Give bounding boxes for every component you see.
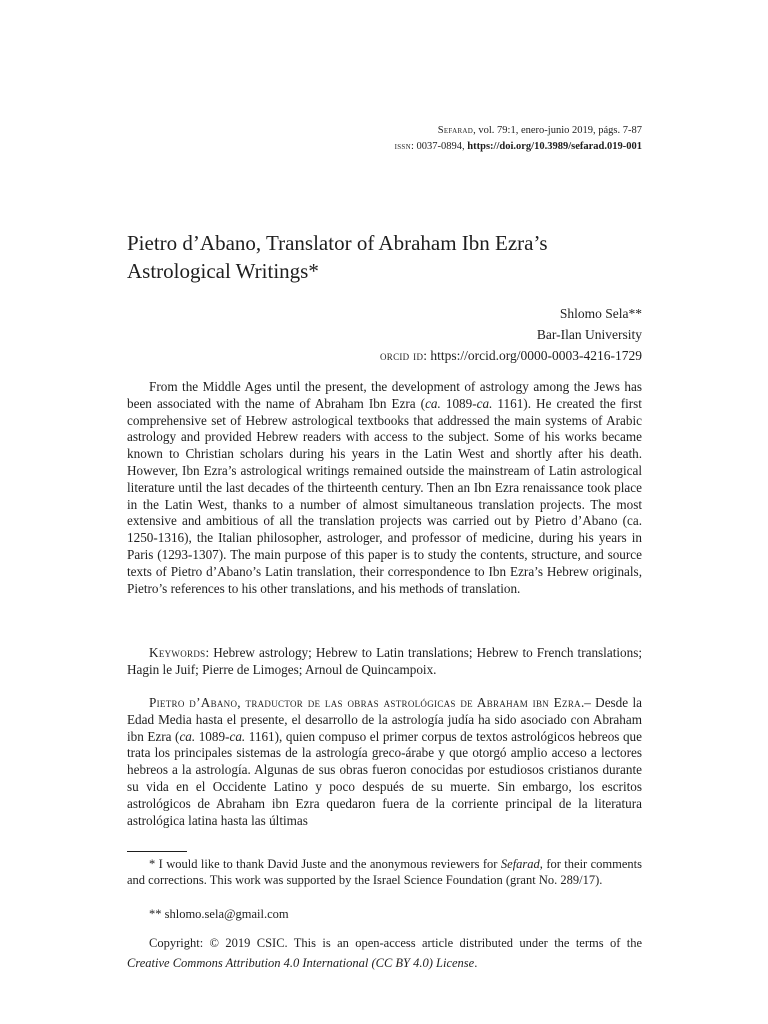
abstract-text-2: 1089-: [440, 395, 477, 411]
issn-label: issn: [394, 141, 411, 152]
copyright-notice: [127, 933, 642, 973]
article-title: [127, 229, 642, 285]
issn-doi-line: [127, 139, 642, 155]
author-affiliation: Bar-Ilan University: [536, 327, 642, 342]
keywords-text: : Hebrew astrology; Hebrew to Latin translations; Hebrew to French translations; Hagin le Juif; Pierre de Limoges; Arnoul de Quincampoix.: [127, 645, 642, 677]
footnote-rule: [127, 851, 187, 852]
spanish-text-2: 1089-: [195, 728, 230, 744]
keywords-label: Keywords: [149, 645, 206, 660]
keywords: [127, 645, 642, 679]
author-name: Shlomo Sela**: [559, 306, 642, 321]
citation-line: [127, 123, 642, 139]
author-block: [127, 303, 642, 366]
copyright-text: Copyright: © 2019 CSIC. This is an open-access article distributed under the terms of the: [149, 936, 642, 950]
journal-name: Sefarad: [437, 125, 474, 136]
copyright-end: .: [474, 956, 478, 970]
title-line-2: Astrological Writings*: [127, 259, 319, 283]
spanish-abstract-heading: Pietro d’Abano, traductor de las obras astrológicas de Abraham ibn Ezra: [149, 695, 581, 710]
orcid-link[interactable]: : https://orcid.org/0000-0003-4216-1729: [423, 348, 642, 363]
abstract-text-1: From the Middle Ages until the present, the development of astrology among the Jews has been associated with the name of Abraham Ibn Ezra (: [127, 379, 642, 411]
abstract-ca-2: ca.: [476, 395, 493, 411]
issn-value: : 0037-0894,: [410, 141, 468, 152]
spanish-abstract-dash: .–: [580, 695, 596, 710]
running-head: [127, 123, 642, 155]
title-line-1: Pietro d’Abano, Translator of Abraham Ibn Ezra’s: [127, 231, 548, 255]
abstract-ca-1: ca.: [425, 395, 441, 411]
spanish-text-1: Desde la Edad Media hasta el presente, el desarrollo de la astrología judía ha sido asociado con Abraham ibn Ezra (: [127, 695, 642, 744]
footnote-1-journal: Sefarad: [500, 857, 540, 871]
footnote-2[interactable]: ** shlomo.sela@gmail.com: [149, 907, 289, 921]
orcid-label: orcid id: [379, 348, 424, 363]
spanish-abstract: [127, 695, 642, 829]
spanish-text-3: 1161), quien compuso el primer corpus de textos astrológicos hebreos que trata los principales sistemas de la astrología greco-árabe y que otorgó amplio acceso a lectores hebreos a la astrología. Algunas de sus obras fueron conocidas por estudiosos cristianos durante su vida en el Occidente Latino y poco después de su muerte. Sin embargo, los escritos astrológicos de Abraham ibn Ezra quedaron fuera de la corriente principal de la literatura astrológica latina hasta las últimas: [127, 728, 642, 828]
footnote-1: [127, 856, 642, 888]
orcid-line: [127, 345, 642, 366]
footnote-1-text-a: * I would like to thank David Juste and the anonymous reviewers for: [149, 857, 501, 871]
license-link[interactable]: Creative Commons Attribution 4.0 International (CC BY 4.0) License: [127, 956, 475, 970]
doi-link[interactable]: https://doi.org/10.3989/sefarad.019-001: [467, 141, 642, 152]
citation-details: , vol. 79:1, enero-junio 2019, págs. 7-87: [473, 125, 642, 136]
abstract: [127, 379, 642, 597]
spanish-ca-2: ca.: [229, 728, 246, 744]
spanish-ca-1: ca.: [179, 728, 196, 744]
abstract-text-3: 1161). He created the first comprehensive set of Hebrew astrological textbooks that addressed the main systems of Arabic astrology and provided Hebrew readers with access to the subject. Some of his works became known to Christian scholars during his years in the Latin West and shortly after his death. However, Ibn Ezra’s astrological writings remained outside the mainstream of Latin astrological literature until the last decades of the thirteenth century. Then an Ibn Ezra renaissance took place in the Latin West, thanks to a number of almost simultaneous translation projects. The most extensive and ambitious of all the translation projects was carried out by Pietro d’Abano (ca. 1250-1316), the Italian philosopher, astrologer, and professor of medicine, during his years in Paris (1293-1307). The main purpose of this paper is to study the contents, structure, and source texts of Pietro d’Abano’s Latin translation, their correspondence to Ibn Ezra’s Hebrew originals, Pietro’s references to his other translations, and his methods of translation.: [127, 395, 642, 596]
footnote-1-text-b: , for their comments and corrections. This work was supported by the Israel Science Foundation (grant No. 289/17).: [127, 857, 642, 887]
